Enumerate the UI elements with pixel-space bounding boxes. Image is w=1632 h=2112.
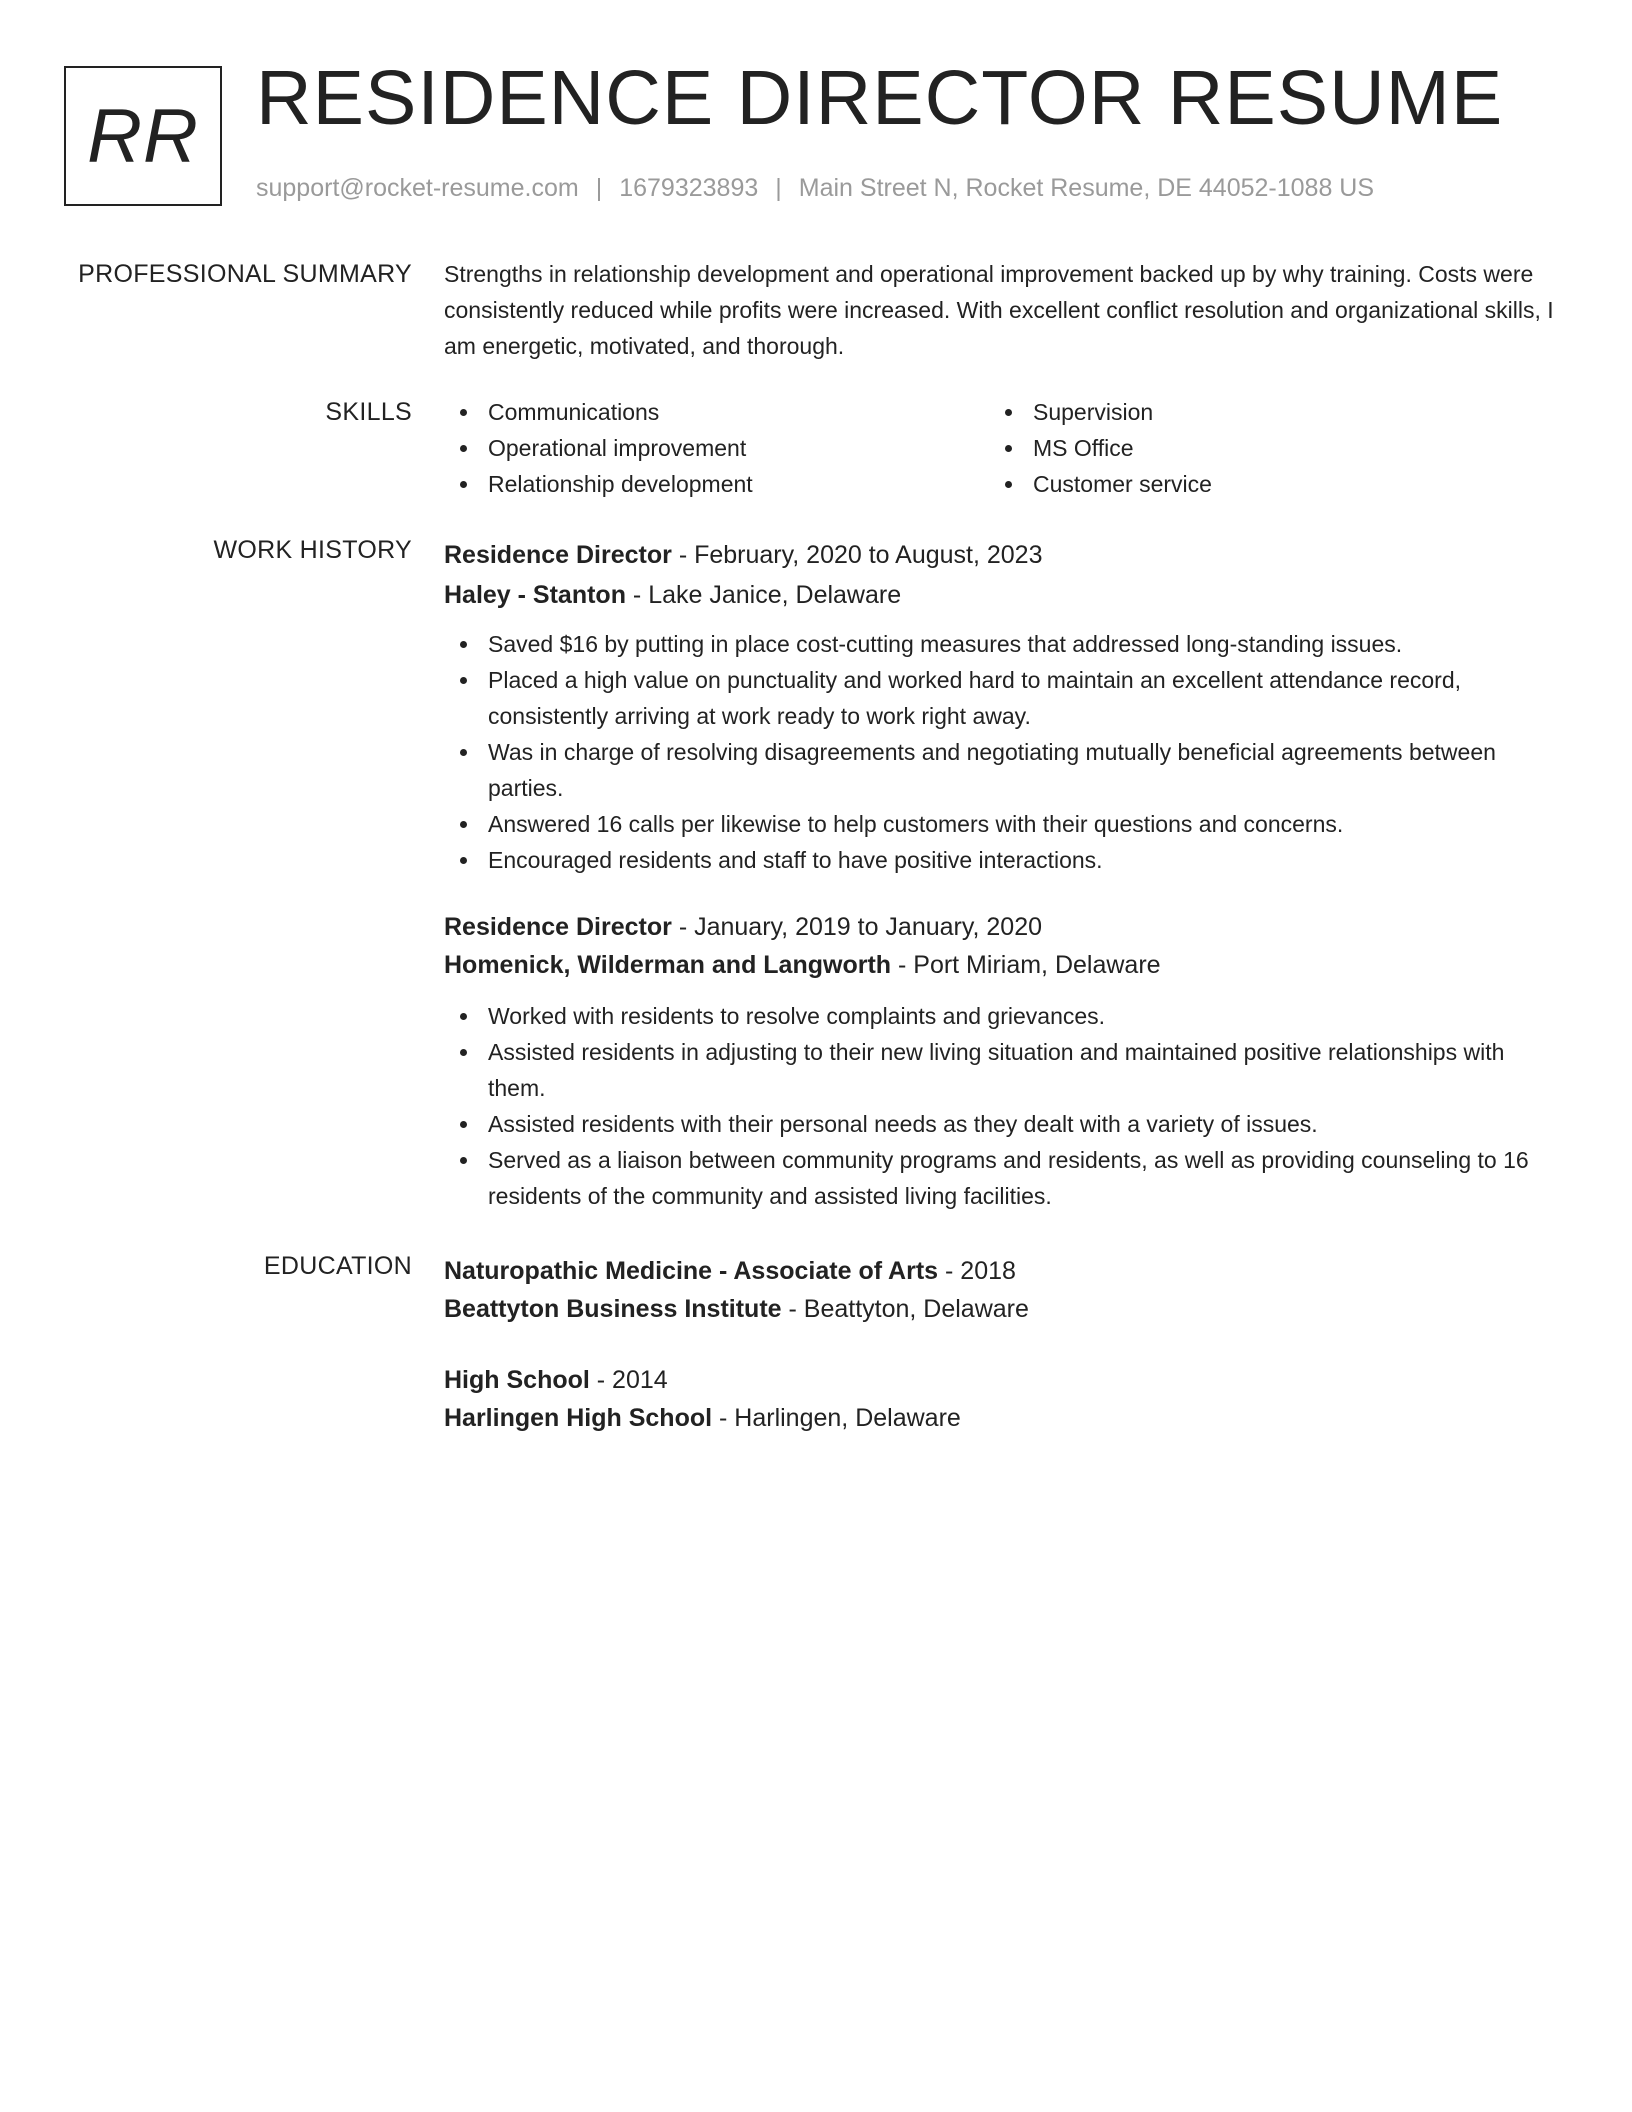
skill-item: Supervision xyxy=(989,394,1534,430)
job-bullet: Was in charge of resolving disagreements and negotiating mutually beneficial agreements between parties. xyxy=(444,734,1554,806)
education-degree-line xyxy=(444,1252,1554,1290)
summary-heading: PROFESSIONAL SUMMARY xyxy=(78,260,412,288)
job-location: - Port Miriam, Delaware xyxy=(891,951,1161,979)
education-year: - 2018 xyxy=(938,1257,1016,1285)
job-dates: - January, 2019 to January, 2020 xyxy=(671,913,1043,941)
contact-address: Main Street N, Rocket Resume, DE 44052-1088 US xyxy=(798,174,1375,202)
contact-separator: | xyxy=(595,174,603,202)
job-bullet: Assisted residents in adjusting to their new living situation and maintained positive relationships with them. xyxy=(444,1034,1554,1106)
job-company-line xyxy=(444,576,1554,614)
education-heading: EDUCATION xyxy=(263,1252,412,1280)
education-location: - Beattyton, Delaware xyxy=(781,1295,1029,1323)
summary-body xyxy=(444,260,1554,364)
skill-item: Operational improvement xyxy=(444,430,989,466)
education-year: - 2014 xyxy=(589,1366,668,1394)
education-degree: Naturopathic Medicine - Associate of Arts xyxy=(444,1257,939,1285)
job-title: Residence Director xyxy=(444,541,672,569)
job-bullet: Placed a high value on punctuality and worked hard to maintain an excellent attendance record, consistently arriving at work ready to work right away. xyxy=(444,662,1554,734)
job-entry xyxy=(444,908,1554,1214)
education-location: - Harlingen, Delaware xyxy=(712,1404,961,1432)
job-dates: - February, 2020 to August, 2023 xyxy=(671,541,1043,569)
job-bullet: Assisted residents with their personal needs as they dealt with a variety of issues. xyxy=(444,1106,1554,1142)
skills-list-right xyxy=(989,394,1534,502)
contact-line xyxy=(256,174,1374,203)
job-bullet: Encouraged residents and staff to have positive interactions. xyxy=(444,842,1554,878)
job-company: Homenick, Wilderman and Langworth xyxy=(444,951,892,979)
contact-email: support@rocket-resume.com xyxy=(256,174,579,202)
summary-text: Strengths in relationship development and operational improvement backed up by why training. Costs were consistently reduced while profits were increased. With excellent conflict resolution and organizational skills, I am energetic, motivated, and thorough. xyxy=(444,261,1554,359)
resume-title: RESIDENCE DIRECTOR RESUME xyxy=(256,55,1504,141)
contact-separator: | xyxy=(775,174,782,202)
monogram-logo xyxy=(64,66,222,206)
education-entry xyxy=(444,1252,1554,1328)
job-bullets xyxy=(444,626,1554,878)
job-bullet: Served as a liaison between community programs and residents, as well as providing counseling to 16 residents of the community and assisted living facilities. xyxy=(444,1142,1554,1214)
education-degree-line xyxy=(444,1361,1554,1399)
job-title-line xyxy=(444,908,1554,946)
education-degree: High School xyxy=(444,1366,590,1394)
education-body xyxy=(444,1252,1554,1437)
skill-item: Relationship development xyxy=(444,466,989,502)
skill-item: Communications xyxy=(444,394,989,430)
job-bullet: Answered 16 calls per likewise to help customers with their questions and concerns. xyxy=(444,806,1554,842)
work-history-body xyxy=(444,536,1554,1214)
job-company-line xyxy=(444,946,1554,984)
skill-item: Customer service xyxy=(989,466,1534,502)
education-school-line xyxy=(444,1290,1554,1328)
job-bullet: Worked with residents to resolve complaints and grievances. xyxy=(444,998,1554,1034)
skill-item: MS Office xyxy=(989,430,1534,466)
contact-phone: 1679323893 xyxy=(619,174,759,202)
job-entry xyxy=(444,536,1554,878)
skills-list-left xyxy=(444,394,989,502)
education-entry xyxy=(444,1361,1554,1437)
job-title-line xyxy=(444,536,1554,574)
job-bullets xyxy=(444,998,1554,1214)
job-bullet: Saved $16 by putting in place cost-cutting measures that addressed long-standing issues. xyxy=(444,626,1554,662)
education-school: Harlingen High School xyxy=(444,1404,713,1432)
job-location: - Lake Janice, Delaware xyxy=(625,581,902,609)
education-school-line xyxy=(444,1399,1554,1437)
monogram-text: RR xyxy=(87,93,199,179)
work-history-heading: WORK HISTORY xyxy=(213,536,412,564)
skills-heading: SKILLS xyxy=(325,398,412,426)
skills-body xyxy=(444,398,1554,502)
job-title: Residence Director xyxy=(444,913,672,941)
job-company: Haley - Stanton xyxy=(444,581,626,609)
education-school: Beattyton Business Institute xyxy=(444,1295,782,1323)
